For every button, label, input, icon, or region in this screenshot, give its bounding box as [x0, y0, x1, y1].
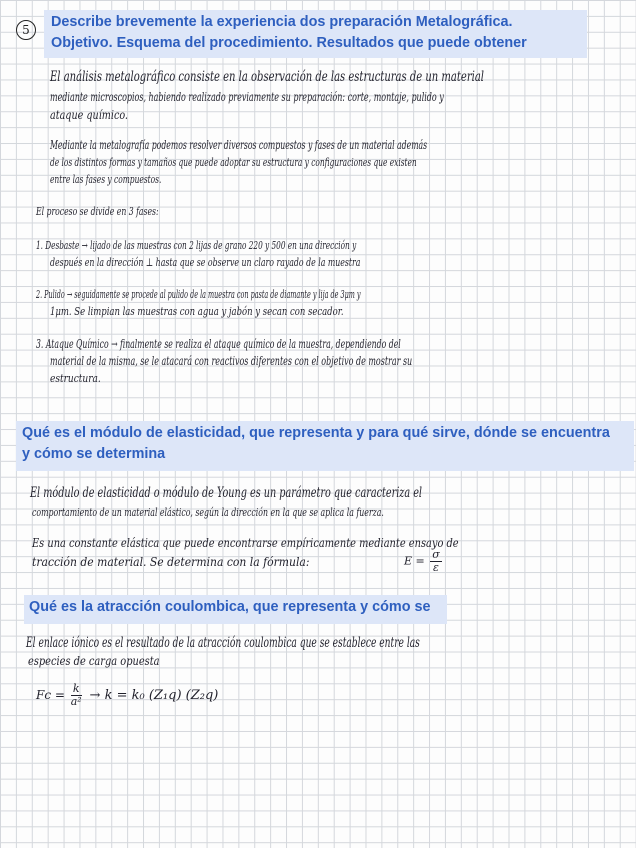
q5-step2-line-1: 2. Pulido → seguidamente se procede al pulido de la muestra con pasta de diamante y lija de 3μm y	[36, 288, 361, 301]
coulomb-para-line-1: El enlace iónico es el resultado de la atracción coulombica que se establece entre las	[26, 635, 420, 651]
q5-intro-line-3: ataque químico.	[50, 108, 128, 122]
coulomb-title: Qué es la atracción coulombica, que representa y cómo se	[29, 599, 431, 615]
q5-intro-line-1: El análisis metalográfico consiste en la observación de las estructuras de un material	[50, 69, 484, 85]
q5-step3-line-1: 3. Ataque Químico → finalmente se realiza el ataque químico de la muestra, dependiendo del	[36, 337, 401, 351]
elasticity-formula-fraction	[430, 549, 442, 574]
coulomb-formula-fraction	[71, 683, 82, 708]
q5-process-intro: El proceso se divide en 3 fases:	[36, 205, 159, 218]
elasticity-para1-line-1: El módulo de elasticidad o módulo de Young es un parámetro que caracteriza el	[30, 485, 423, 501]
coulomb-formula-numerator: k	[71, 683, 82, 696]
q5-step2-line-2: 1μm. Se limpian las muestras con agua y jabón y secan con secador.	[50, 305, 344, 318]
coulomb-para-line-2: especies de carga opuesta	[28, 654, 160, 668]
elasticity-para1-line-2: comportamiento de un material elástico, según la dirección en la que se aplica la fuerza.	[32, 506, 384, 519]
coulomb-formula-denominator: a²	[70, 695, 82, 708]
question-5-title-line2: Objetivo. Esquema del procedimiento. Resultados que puede obtener	[51, 35, 527, 51]
q5-intro-line-2: mediante microscopios, habiendo realizado previamente su preparación: corte, montaje, pulido y	[50, 90, 444, 104]
q5-para2-line-3: entre las fases y compuestos.	[50, 173, 162, 186]
q5-para2-line-1: Mediante la metalografía podemos resolver diversos compuestos y fases de un material además	[50, 138, 428, 152]
elasticity-para2-line-2: tracción de material. Se determina con la fórmula:	[32, 555, 310, 569]
elasticity-formula	[404, 549, 442, 574]
elasticity-title-line2: y cómo se determina	[22, 446, 166, 462]
elasticity-para2-line-1: Es una constante elástica que puede encontrarse empíricamente mediante ensayo de	[32, 536, 459, 550]
elasticity-formula-lhs: E =	[404, 554, 425, 568]
coulomb-formula-lhs: Fc =	[36, 688, 65, 702]
question-5-title-line1: Describe brevemente la experiencia dos preparación Metalográfica.	[51, 14, 513, 30]
elasticity-formula-numerator: σ	[432, 548, 440, 561]
q5-step3-line-2: material de la misma, se le atacará con reactivos diferentes con el objetivo de mostrar su	[50, 354, 413, 368]
elasticity-formula-denominator: ε	[433, 561, 439, 574]
elasticity-title-line1: Qué es el módulo de elasticidad, que representa y para qué sirve, dónde se encuentra	[22, 425, 610, 441]
coulomb-formula	[36, 683, 218, 708]
q5-step1-line-2: después en la dirección ⊥ hasta que se observe un claro rayado de la muestra	[50, 256, 361, 269]
question-5-heading	[44, 10, 587, 58]
q5-para2-line-2: de los distintos formas y tamaños que puede adoptar su estructura y configuraciones que existen	[50, 156, 417, 169]
elasticity-question-heading	[16, 421, 634, 471]
coulomb-formula-rest: → k = k₀ (Z₁q) (Z₂q)	[89, 688, 219, 703]
question-number-badge: 5	[16, 20, 36, 40]
q5-step1-line-1: 1. Desbaste → lijado de las muestras con 2 lijas de grano 220 y 500 en una dirección y	[36, 239, 357, 252]
coulomb-question-heading	[24, 595, 447, 624]
q5-step3-line-3: estructura.	[50, 372, 101, 385]
